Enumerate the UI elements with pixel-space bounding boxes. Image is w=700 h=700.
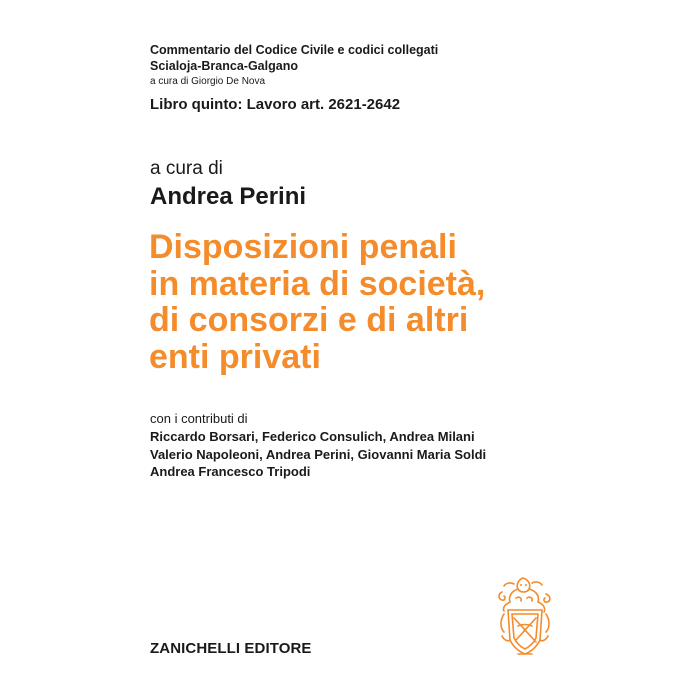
contributors-line: Andrea Francesco Tripodi xyxy=(150,464,311,479)
contributors-line: Riccardo Borsari, Federico Consulich, Andrea Milani xyxy=(150,429,475,444)
contributors-list xyxy=(150,428,486,481)
book-title-line: di consorzi e di altri xyxy=(149,301,469,339)
curator-label: a cura di xyxy=(150,158,223,179)
volume-title: Libro quinto: Lavoro art. 2621-2642 xyxy=(150,96,401,113)
book-title-line: enti privati xyxy=(149,337,321,376)
contributors-label: con i contributi di xyxy=(150,411,248,426)
book-title-line: Disposizioni penali xyxy=(149,228,457,266)
publisher-name: ZANICHELLI EDITORE xyxy=(150,640,312,657)
book-title-line: in materia di società, xyxy=(149,264,486,303)
zanichelli-emblem-icon xyxy=(496,574,554,656)
series-authors: Scialoja-Branca-Galgano xyxy=(150,59,298,73)
curator-name: Andrea Perini xyxy=(150,183,307,210)
series-title: Commentario del Codice Civile e codici collegati xyxy=(150,43,439,57)
book-title xyxy=(149,229,485,375)
series-editor: a cura di Giorgio De Nova xyxy=(150,76,266,87)
contributors-line: Valerio Napoleoni, Andrea Perini, Giovanni Maria Soldi xyxy=(150,446,487,462)
